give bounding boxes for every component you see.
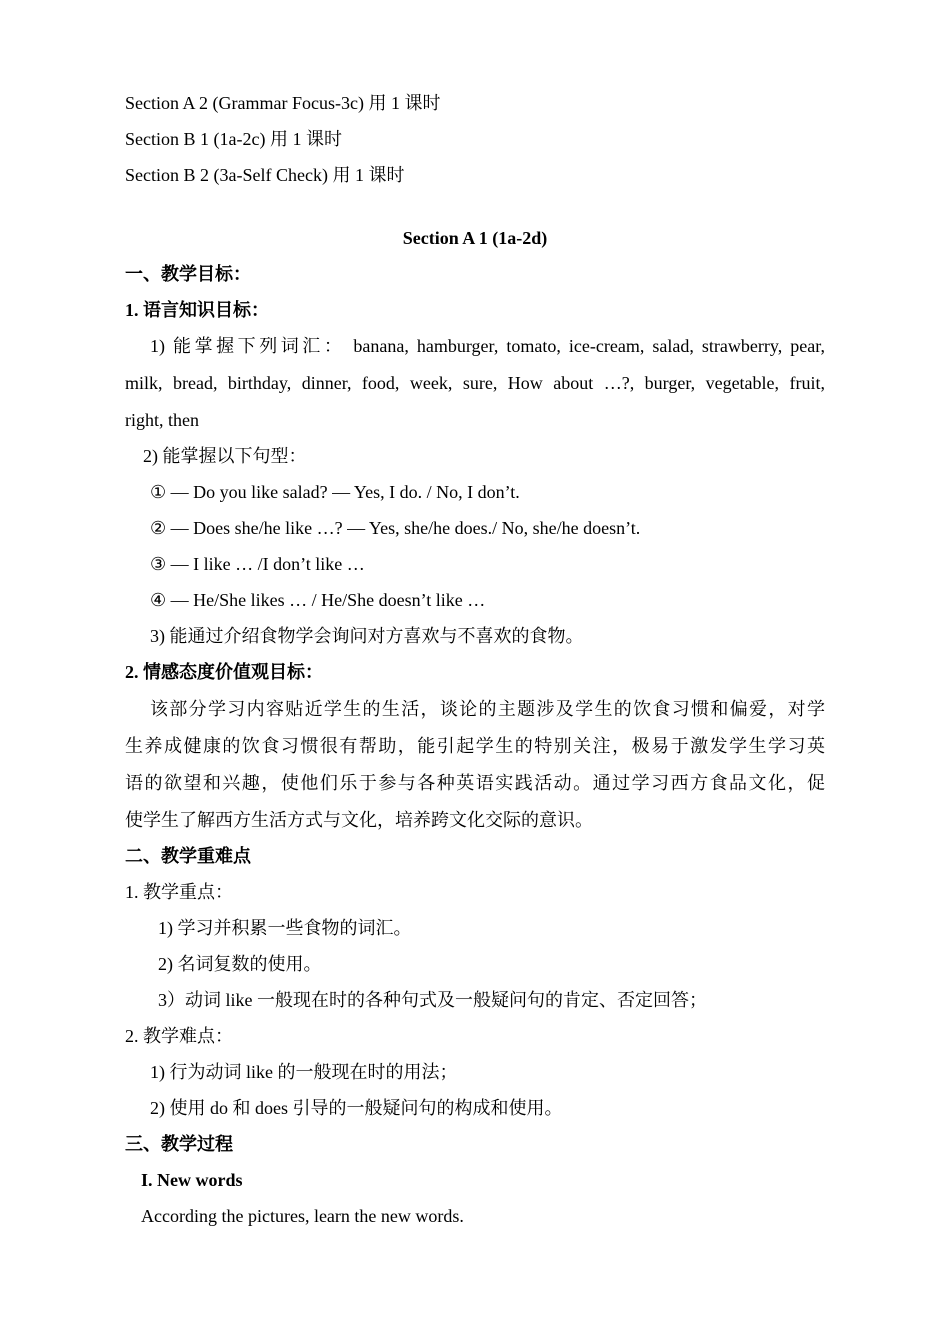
sentence-pattern: ② — Does she/he like …? — Yes, she/he does./ No, she/he doesn’t. <box>150 518 641 538</box>
schedule-line: Section A 2 (Grammar Focus-3c) 用 1 课时 <box>125 93 441 113</box>
sentences-intro: 2) 能掌握以下句型： <box>143 446 307 466</box>
difficulty-heading: 2. 教学难点： <box>125 1026 233 1046</box>
section-title: Section A 1 (1a-2d) <box>402 228 548 248</box>
knowledge-heading: 1. 语言知识目标： <box>125 300 269 320</box>
sentence-pattern: ④ — He/She likes … / He/She doesn’t like … <box>150 590 486 610</box>
objective-item-3: 3) 能通过介绍食物学会询问对方喜欢与不喜欢的食物。 <box>150 626 584 646</box>
focus-item: 1) 学习并积累一些食物的词汇。 <box>158 918 412 938</box>
step-text: According the pictures, learn the new words. <box>141 1206 464 1226</box>
step-title: I. New words <box>141 1170 243 1190</box>
vocab-line: right, then <box>125 410 199 430</box>
focus-item: 2) 名词复数的使用。 <box>158 954 322 974</box>
schedule-line: Section B 1 (1a-2c) 用 1 课时 <box>125 129 342 149</box>
focus-heading: 1. 教学重点： <box>125 882 233 902</box>
sentence-pattern: ③ — I like … /I don’t like … <box>150 554 365 574</box>
vocab-line: milk, bread, birthday, dinner, food, week, sure, How about …?, burger, vegetable, fruit, <box>125 373 825 393</box>
key-points-heading: 二、教学重难点 <box>125 846 251 866</box>
emotion-paragraph-line: 使学生了解西方生活方式与文化，培养跨文化交际的意识。 <box>125 810 593 830</box>
emotion-heading: 2. 情感态度价值观目标： <box>125 662 323 682</box>
process-heading: 三、教学过程 <box>125 1134 233 1154</box>
emotion-paragraph-line: 语的欲望和兴趣，使他们乐于参与各种英语实践活动。通过学习西方食品文化，促 <box>125 773 825 793</box>
difficulty-item: 2) 使用 do 和 does 引导的一般疑问句的构成和使用。 <box>150 1098 563 1118</box>
objectives-heading: 一、教学目标： <box>125 264 251 284</box>
emotion-paragraph-line: 该部分学习内容贴近学生的生活，谈论的主题涉及学生的饮食习惯和偏爱，对学 <box>150 699 825 719</box>
focus-item: 3）动词 like 一般现在时的各种句式及一般疑问句的肯定、否定回答； <box>158 990 707 1010</box>
difficulty-item: 1) 行为动词 like 的一般现在时的用法； <box>150 1062 458 1082</box>
vocab-line: 1) 能掌握下列词汇： banana, hamburger, tomato, ice-cream, salad, strawberry, pear, <box>150 336 825 356</box>
sentence-pattern: ① — Do you like salad? — Yes, I do. / No, I don’t. <box>150 482 520 502</box>
schedule-line: Section B 2 (3a-Self Check) 用 1 课时 <box>125 165 405 185</box>
emotion-paragraph-line: 生养成健康的饮食习惯很有帮助，能引起学生的特别关注，极易于激发学生学习英 <box>125 736 825 756</box>
